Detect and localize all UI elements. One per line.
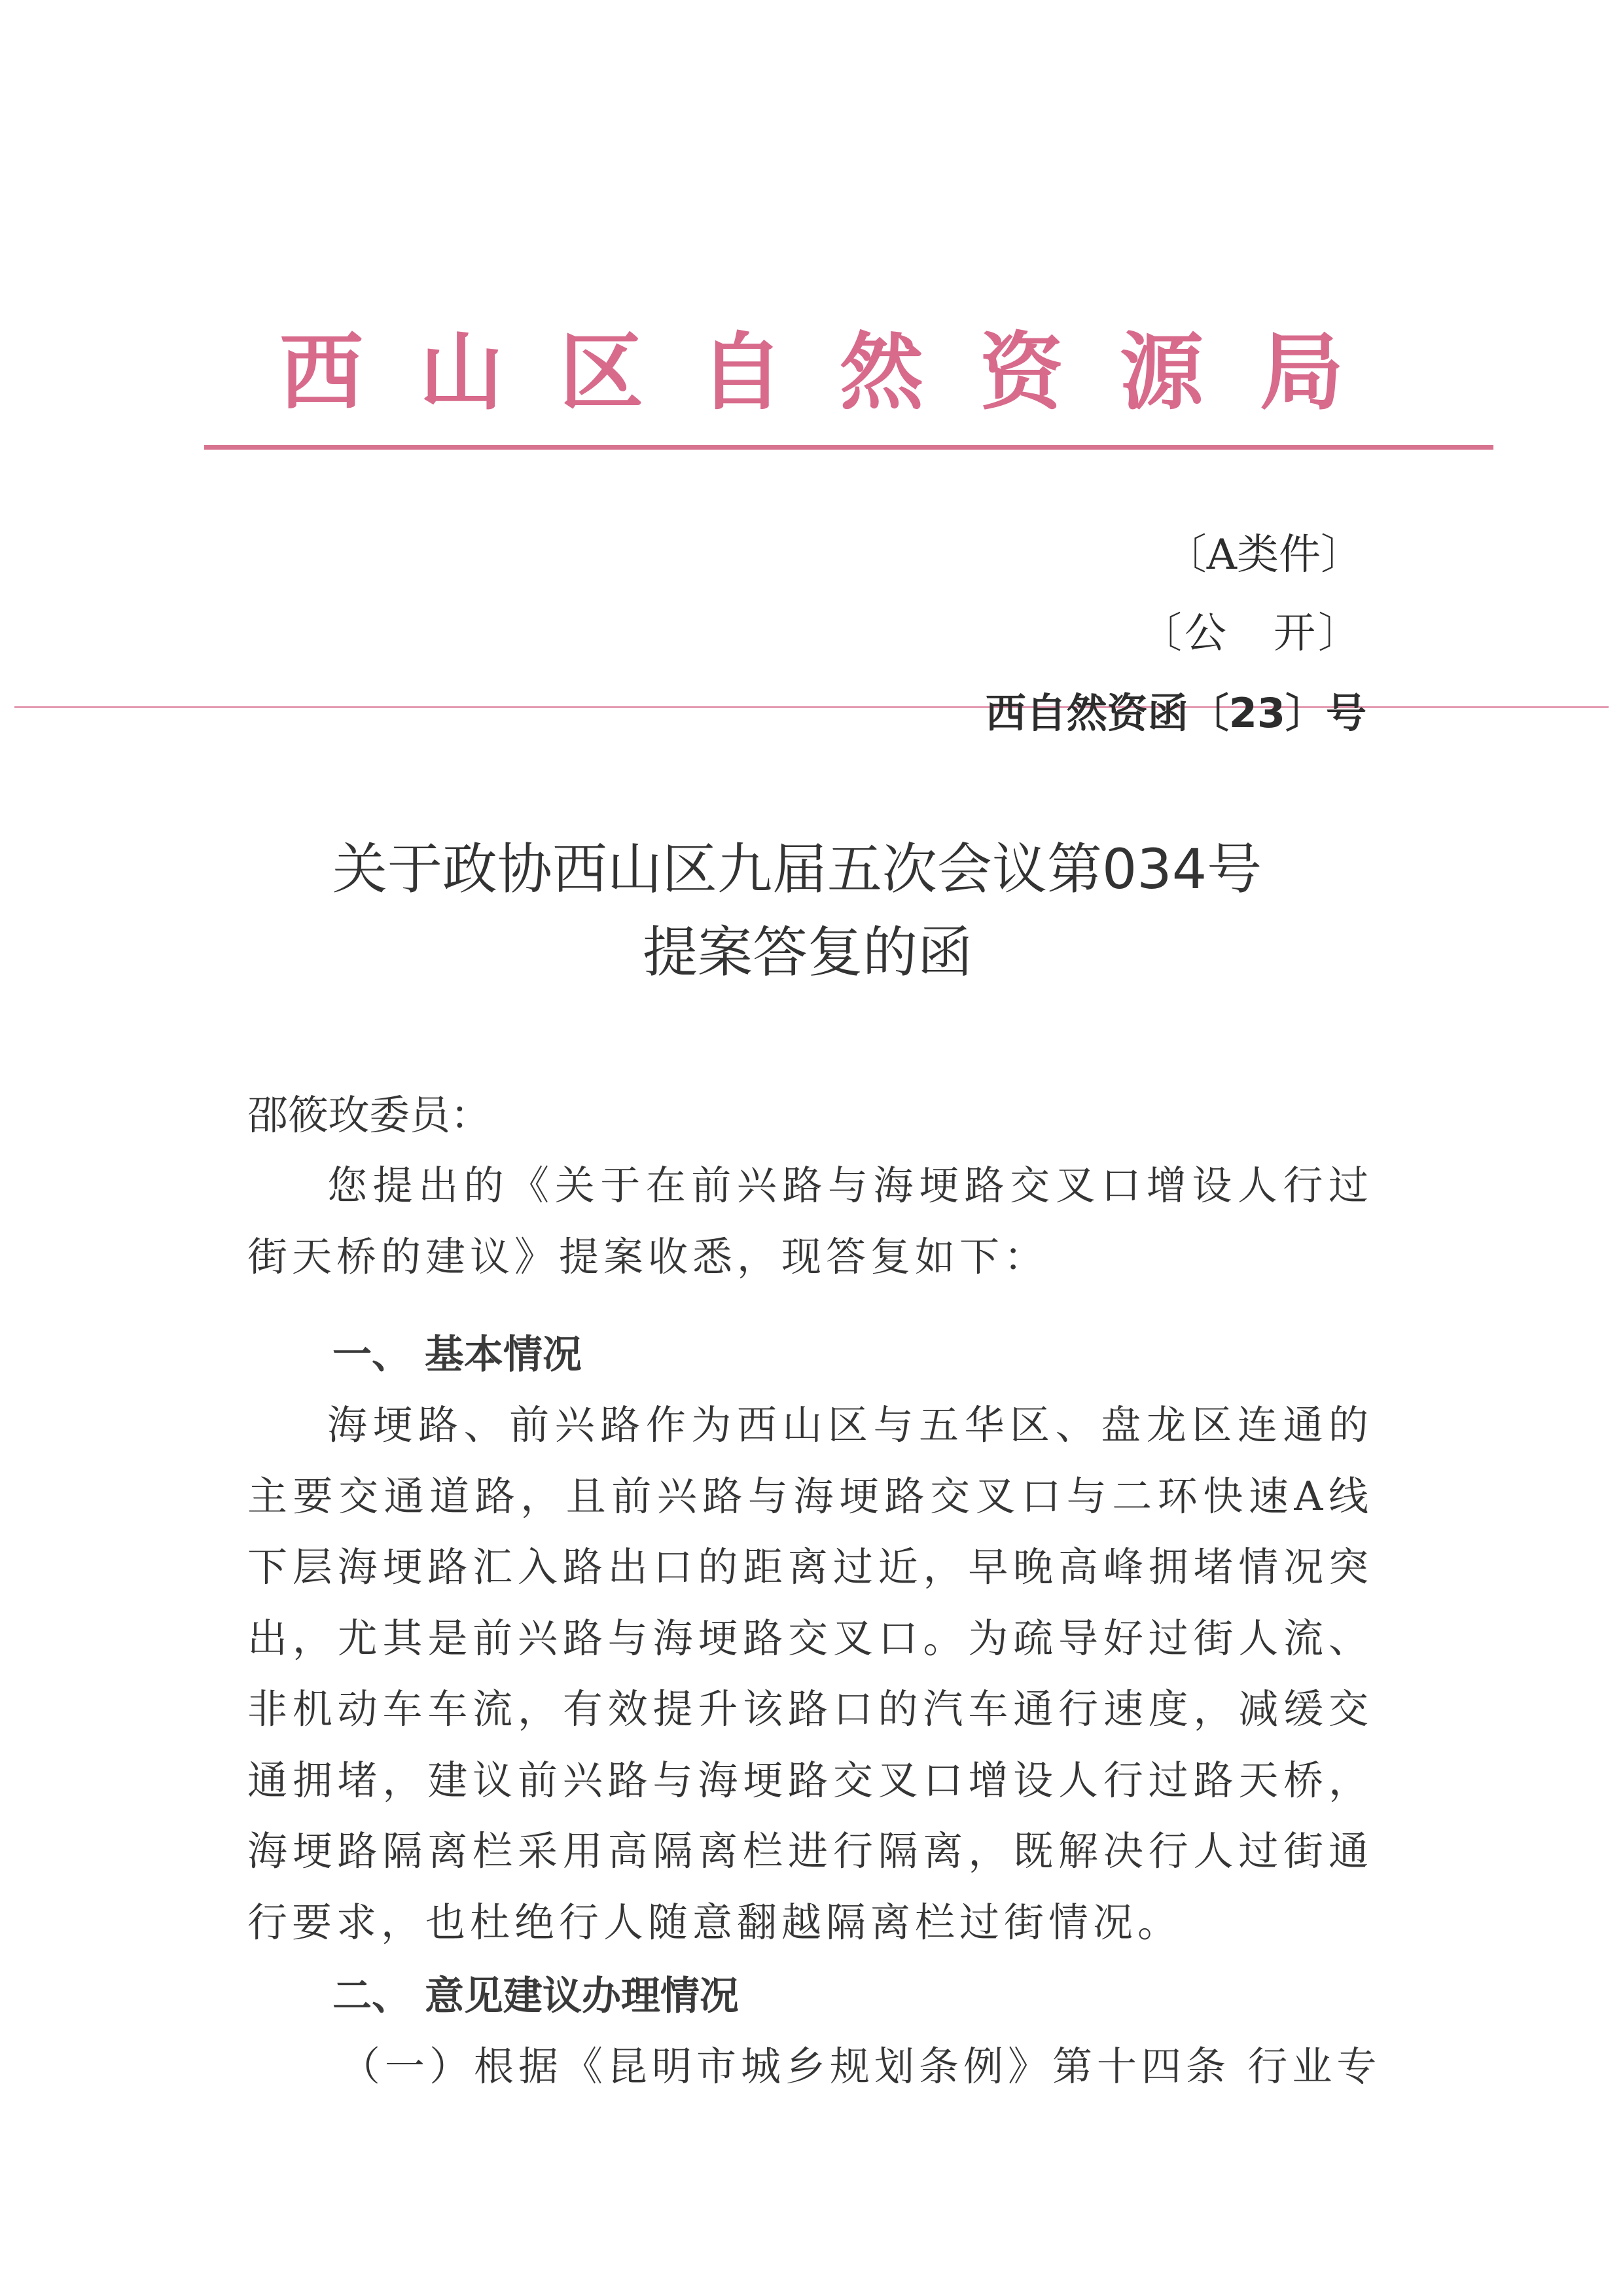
section-1-paragraph: 海埂路、前兴路作为西山区与五华区、盘龙区连通的主要交通道路，且前兴路与海埂路交叉口与二环快速A线下层海埂路汇入路出口的距离过近，早晚高峰拥堵情况突出，尤其是前兴路与海埂路交叉口。为疏导好过街人流、非机动车车流，有效提升该路口的汽车通行速度，减缓交通拥堵，建议前兴路与海埂路交叉口增设人行过路天桥，海埂路隔离栏采用高隔离栏进行隔离，既解决行人过街通行要求，也杜绝行人随意翻越隔离栏过街情况。 [247, 1402, 1373, 1946]
doc-title-line-2: 提案答复的函 [642, 920, 972, 984]
separator-red-line [14, 706, 1609, 708]
doc-classification: 〔A类件〕 [1164, 531, 1363, 579]
section-1-paragraph-block [247, 1390, 1373, 1958]
section-2-first-line: （一）根据《昆明市城乡规划条例》第十四条 行业专 [340, 2043, 1382, 2090]
section-1-heading: 一、 基本情况 [332, 1332, 582, 1378]
letterhead-org-name: 西山区自然资源局 [279, 324, 1400, 422]
intro-paragraph-block [247, 1151, 1373, 1293]
letterhead-red-rule [204, 445, 1493, 450]
salutation: 邵筱玫委员： [247, 1091, 491, 1139]
intro-paragraph: 您提出的《关于在前兴路与海埂路交叉口增设人行过街天桥的建议》提案收悉，现答复如下： [247, 1162, 1373, 1280]
section-2-heading: 二、 意见建议办理情况 [332, 1973, 739, 2019]
doc-title-line-1: 关于政协西山区九届五次会议第034号 [332, 837, 1262, 901]
doc-number: 西自然资函〔23〕号 [985, 689, 1366, 737]
doc-disclosure: 〔公 开〕 [1140, 609, 1363, 658]
